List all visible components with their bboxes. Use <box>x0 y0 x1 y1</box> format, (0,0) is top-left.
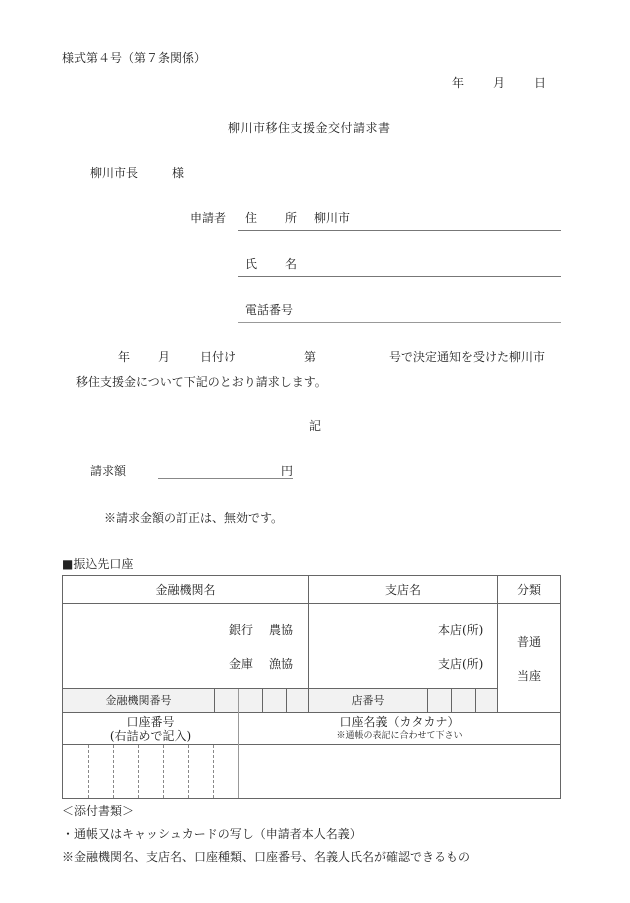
account-number-sub: (右詰めで記入) <box>109 729 192 743</box>
phone-underline <box>238 322 561 323</box>
bank-code-box-divider <box>262 689 263 713</box>
date-year-label: 年 <box>452 76 465 90</box>
attachment-item: ・通帳又はキャッシュカードの写し（申請者本人名義） <box>62 827 362 841</box>
bank-type-gyokyo[interactable]: 漁協 <box>269 657 294 671</box>
account-holder-field[interactable] <box>239 745 560 798</box>
body-dai: 第 <box>304 350 317 364</box>
bank-name-header: 金融機関名 <box>155 583 216 597</box>
bank-branch-divider <box>308 576 309 713</box>
account-number-field[interactable] <box>63 745 238 798</box>
amount-label: 請求額 <box>90 464 127 478</box>
addressee-name: 柳川市長 <box>90 166 139 180</box>
ki-label: 記 <box>309 419 322 433</box>
attachments-title: ＜添付書類＞ <box>62 804 135 818</box>
bank-code-box-divider <box>214 689 215 713</box>
branch-type-branch[interactable]: 支店(所) <box>438 657 484 671</box>
bank-code-label: 金融機関番号 <box>105 694 172 707</box>
account-number-label: 口座番号 <box>126 715 175 729</box>
branch-code-box-divider <box>451 689 452 713</box>
address-label-2: 所 <box>285 211 298 225</box>
account-section-title: ■振込先口座 <box>62 557 134 571</box>
applicant-label: 申請者 <box>190 211 227 225</box>
category-header: 分類 <box>516 583 541 597</box>
account-holder-label: 口座名義（カタカナ） <box>339 715 460 729</box>
form-number: 様式第４号（第７条関係） <box>62 51 207 65</box>
code-row-top <box>63 688 498 689</box>
bank-code-box-divider <box>286 689 287 713</box>
document-title: 柳川市移住支援金交付請求書 <box>228 121 391 135</box>
body-month: 月 <box>158 350 171 364</box>
correction-note: ※請求金額の訂正は、無効です。 <box>104 511 284 525</box>
code-row-bottom <box>63 712 560 713</box>
bank-type-nokyo[interactable]: 農協 <box>269 623 294 637</box>
addressee-honorific: 様 <box>172 166 185 180</box>
bank-type-ginko[interactable]: 銀行 <box>229 623 254 637</box>
body-line2: 移住支援金について下記のとおり請求します。 <box>76 375 327 389</box>
name-label-2: 名 <box>285 257 298 271</box>
account-holder-sub: ※通帳の表記に合わせて下さい <box>336 731 463 741</box>
amount-underline <box>158 478 293 479</box>
name-underline <box>238 276 561 277</box>
address-label-1: 住 <box>245 211 258 225</box>
address-value[interactable]: 柳川市 <box>314 211 351 225</box>
date-day-label: 日 <box>534 76 547 90</box>
header-divider <box>63 603 560 604</box>
branch-type-main[interactable]: 本店(所) <box>438 623 484 637</box>
account-table <box>62 575 561 799</box>
bank-type-kinko[interactable]: 金庫 <box>229 657 254 671</box>
date-month-label: 月 <box>493 76 506 90</box>
body-year: 年 <box>118 350 131 364</box>
body-line1-rest: 号で決定通知を受けた柳川市 <box>389 350 546 364</box>
branch-code-box-divider <box>427 689 428 713</box>
branch-code-box-divider <box>475 689 476 713</box>
attachment-note: ※金融機関名、支店名、口座種類、口座番号、名義人氏名が確認できるもの <box>62 850 471 864</box>
branch-name-header: 支店名 <box>384 583 421 597</box>
name-label-1: 氏 <box>245 257 258 271</box>
body-day: 日付け <box>200 350 237 364</box>
address-underline <box>238 230 561 231</box>
account-type-futsu[interactable]: 普通 <box>516 635 541 649</box>
amount-unit: 円 <box>281 464 294 478</box>
phone-label: 電話番号 <box>245 303 294 317</box>
account-type-toza[interactable]: 当座 <box>516 669 541 683</box>
branch-code-label: 店番号 <box>351 694 385 707</box>
